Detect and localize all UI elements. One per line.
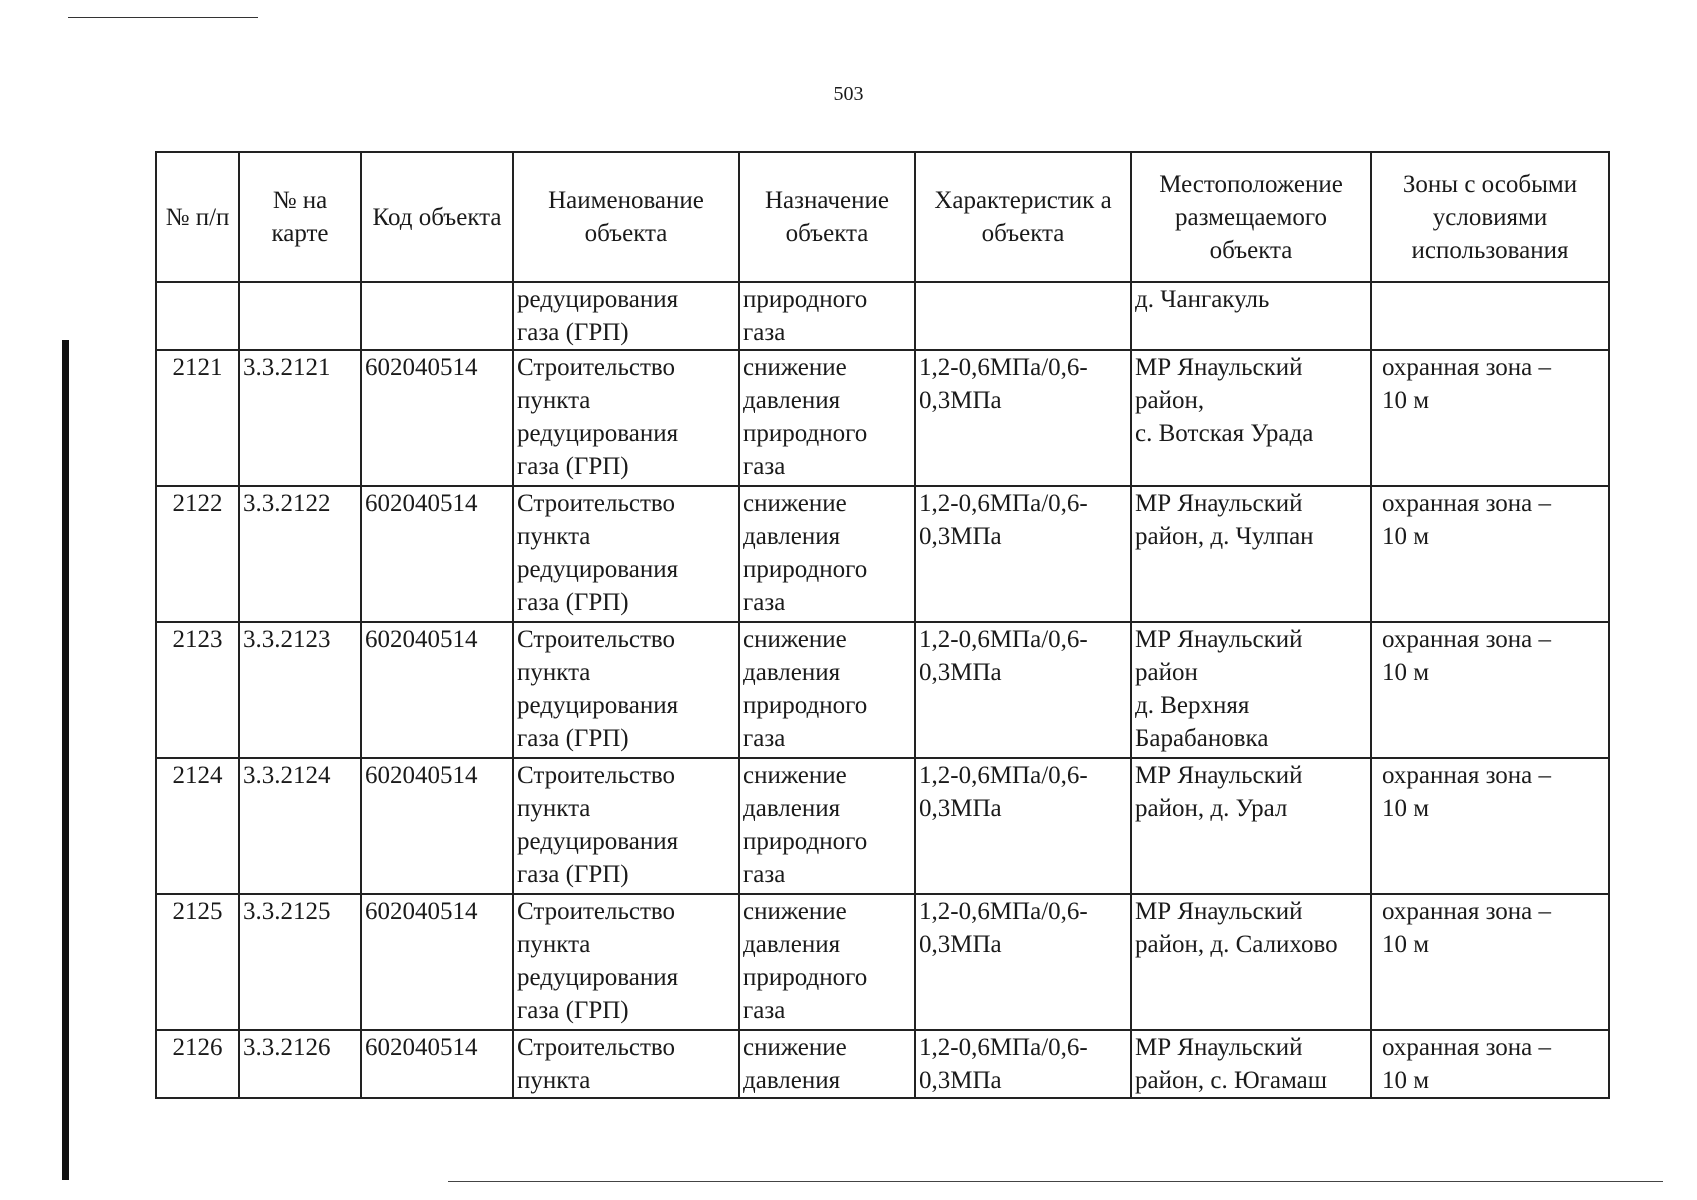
table-row [156,622,1609,758]
header-cell: № на карте [239,152,361,282]
header-cell: Местоположение размещаемого объекта [1131,152,1371,282]
table-cell: снижение давления природного газа [739,622,915,758]
table-cell: Строительство пункта редуцирования газа (ГРП) [513,894,739,1030]
table-cell: 2123 [156,622,239,758]
table-cell: 602040514 [361,622,513,758]
table-cell [239,282,361,350]
table-header-row [156,152,1609,282]
table-cell: 1,2-0,6МПа/0,6- 0,3МПа [915,486,1131,622]
table-cell: Строительство пункта редуцирования газа (ГРП) [513,758,739,894]
table-cell: 3.3.2122 [239,486,361,622]
table-cell [361,282,513,350]
table-cell: снижение давления природного газа [739,758,915,894]
table-cell: Строительство пункта [513,1030,739,1098]
table-cell [915,282,1131,350]
table-cell: 3.3.2124 [239,758,361,894]
table-row [156,350,1609,486]
table-cell: охранная зона – 10 м [1371,1030,1609,1098]
table-row-continuation [156,282,1609,350]
table-row [156,1030,1609,1098]
table-cell: 2125 [156,894,239,1030]
table-cell: МР Янаульский район, д. Урал [1131,758,1371,894]
table-cell: 2122 [156,486,239,622]
table-cell: охранная зона – 10 м [1371,622,1609,758]
table-cell: 1,2-0,6МПа/0,6- 0,3МПа [915,622,1131,758]
table-cell: МР Янаульский район, д. Салихово [1131,894,1371,1030]
header-cell: № п/п [156,152,239,282]
table-cell: МР Янаульский район, д. Чулпан [1131,486,1371,622]
objects-table [155,151,1610,1099]
table-cell: природного газа [739,282,915,350]
table-cell: 602040514 [361,350,513,486]
table-cell: охранная зона – 10 м [1371,350,1609,486]
header-cell: Зоны с особыми условиями использования [1371,152,1609,282]
table-cell: 1,2-0,6МПа/0,6- 0,3МПа [915,350,1131,486]
left-margin-bar [62,340,69,1180]
table-cell: снижение давления природного газа [739,894,915,1030]
table-cell: 602040514 [361,486,513,622]
header-cell: Назначение объекта [739,152,915,282]
table-cell: охранная зона – 10 м [1371,894,1609,1030]
table-cell: Строительство пункта редуцирования газа (ГРП) [513,622,739,758]
bottom-rule [448,1181,1663,1182]
header-cell: Код объекта [361,152,513,282]
table-cell: 602040514 [361,894,513,1030]
table-cell: снижение давления природного газа [739,350,915,486]
header-cell: Наименование объекта [513,152,739,282]
table-cell: 2126 [156,1030,239,1098]
header-cell: Характеристик а объекта [915,152,1131,282]
table-cell: охранная зона – 10 м [1371,486,1609,622]
table-cell: МР Янаульский район, с. Вотская Урада [1131,350,1371,486]
table-cell: редуцирования газа (ГРП) [513,282,739,350]
table-cell: снижение давления природного газа [739,486,915,622]
table-cell: 2124 [156,758,239,894]
table-cell: д. Чангакуль [1131,282,1371,350]
table-cell [156,282,239,350]
page-number: 503 [833,83,864,105]
table-row [156,486,1609,622]
top-rule [68,17,258,18]
table-cell [1371,282,1609,350]
table-cell: 602040514 [361,1030,513,1098]
table-cell: 3.3.2126 [239,1030,361,1098]
table-cell: 3.3.2123 [239,622,361,758]
table-cell: Строительство пункта редуцирования газа (ГРП) [513,350,739,486]
table-cell: 3.3.2121 [239,350,361,486]
table-cell: 602040514 [361,758,513,894]
table-cell: 1,2-0,6МПа/0,6- 0,3МПа [915,894,1131,1030]
table-cell: 1,2-0,6МПа/0,6- 0,3МПа [915,1030,1131,1098]
table-cell: охранная зона – 10 м [1371,758,1609,894]
table-cell: 2121 [156,350,239,486]
table-row [156,894,1609,1030]
table-cell: 1,2-0,6МПа/0,6- 0,3МПа [915,758,1131,894]
table-row [156,758,1609,894]
table-cell: МР Янаульский район д. Верхняя Барабановка [1131,622,1371,758]
table-cell: 3.3.2125 [239,894,361,1030]
table-cell: МР Янаульский район, с. Югамаш [1131,1030,1371,1098]
table-cell: снижение давления [739,1030,915,1098]
table-cell: Строительство пункта редуцирования газа (ГРП) [513,486,739,622]
